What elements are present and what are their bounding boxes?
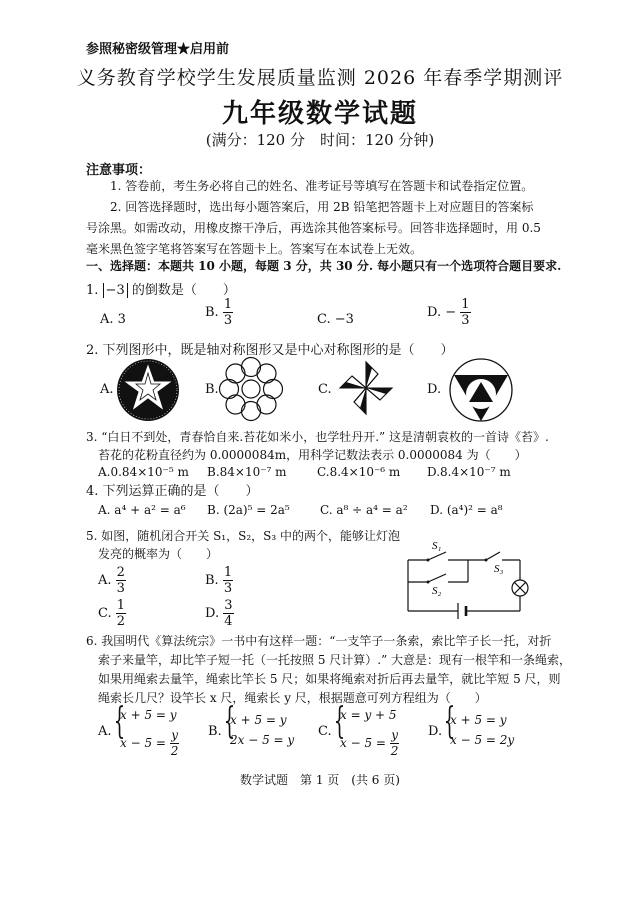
q5-option-b-num: 1 <box>223 565 233 580</box>
q1-option-b <box>205 297 233 328</box>
q6-option-c-eq2-num: y <box>391 728 398 742</box>
q2-figure-b-circles <box>218 356 284 422</box>
q5-switch-s1-label: S₁ <box>432 540 442 552</box>
q6-option-d-brace: { <box>443 701 456 742</box>
q2-option-a-label: A. <box>100 382 114 397</box>
q1-option-b-num: 1 <box>223 297 233 312</box>
q6-option-c-brace: { <box>333 701 346 742</box>
q5-stem-line1: 5. 如图，随机闭合开关 S₁，S₂，S₃ 中的两个，能够让灯泡 <box>86 529 400 543</box>
q6-option-a-brace: { <box>113 701 126 742</box>
notes-item-2-cont: 号涂黑。如需改动，用橡皮擦干净后，再选涂其他答案标号。回答非选择题时，用 0.5 <box>86 221 541 235</box>
q4-stem: 4. 下列运算正确的是（ ） <box>86 484 259 499</box>
q5-option-b <box>205 565 233 596</box>
q6-option-a-eq2-den: 2 <box>170 744 179 758</box>
q5-option-d-label: D. <box>205 606 220 621</box>
page-footer: 数学试题 第 1 页 (共 6 页) <box>240 773 400 787</box>
q5-circuit-diagram <box>398 538 538 628</box>
q4-option-b: B. (2a)⁵ = 2a⁵ <box>207 503 290 517</box>
q5-option-c <box>98 598 126 629</box>
q1-abs-value: −3 <box>103 283 128 298</box>
q6-stem-line3: 如果用绳索去量竿，绳索比竿长 5 尺；如果将绳索对折后再去量竿，就比竿短 5 尺，则 <box>98 672 561 686</box>
q5-option-c-den: 2 <box>116 614 126 629</box>
section-heading: 一、选择题：本题共 10 小题，每题 3 分，共 30 分. 每小题只有一个选项符合题目要求. <box>86 259 562 273</box>
q1-option-d-num: 1 <box>461 297 470 312</box>
q1-option-c: C. −3 <box>317 312 354 327</box>
q6-option-b-brace: { <box>223 701 236 742</box>
q6-option-a-eq2-left: x − 5 = <box>120 736 166 750</box>
q2-figure-c-pinwheel <box>336 358 396 418</box>
q5-option-c-label: C. <box>98 606 112 621</box>
q1-option-b-den: 3 <box>223 313 233 328</box>
q6-option-c-eq2 <box>340 728 399 759</box>
q5-stem-line2: 发亮的概率为（ ） <box>98 547 219 561</box>
q2-option-d-label: D. <box>427 382 442 397</box>
q6-stem-line1: 6. 我国明代《算法统宗》一书中有这样一题：“一支竿子一条索，索比竿子长一托，对折 <box>86 634 552 648</box>
q1-stem <box>86 279 236 298</box>
q1-option-d <box>427 297 471 328</box>
q5-option-d <box>205 598 234 629</box>
q6-option-a-label: A. <box>98 724 112 739</box>
q6-option-a-eq1: x + 5 = y <box>120 708 177 722</box>
notes-item-1: 1. 答卷前，考生务必将自己的姓名、准考证号等填写在答题卡和试卷指定位置。 <box>110 179 534 193</box>
q6-option-b-eq2: 2x − 5 = y <box>230 733 295 747</box>
q3-option-d: D.8.4×10⁻⁷ m <box>427 465 511 479</box>
q5-option-a <box>98 565 126 596</box>
q6-option-c-eq2-left: x − 5 = <box>340 736 386 750</box>
q2-figure-d-triangle-circle <box>448 357 514 423</box>
q5-option-a-label: A. <box>98 573 112 588</box>
q6-option-c-label: C. <box>318 724 332 739</box>
q5-option-b-label: B. <box>205 573 219 588</box>
q6-stem-line4: 绳索长几尺？设竿长 x 尺，绳索长 y 尺，根据题意可列方程组为（ ） <box>98 691 487 705</box>
q4-option-a: A. a⁴ + a² = a⁶ <box>98 503 186 517</box>
q6-option-d-eq1: x + 5 = y <box>450 713 507 727</box>
q5-option-d-num: 3 <box>224 598 233 613</box>
q1-stem-tail: 的倒数是（ ） <box>131 283 236 298</box>
q4-option-d: D. (a⁴)² = a⁸ <box>430 503 503 517</box>
q4-option-c: C. a⁸ ÷ a⁴ = a² <box>320 503 408 517</box>
notes-item-2-end: 毫米黑色签字笔将答案写在答题卡上。答案写在本试卷上无效。 <box>86 242 423 256</box>
q3-option-c: C.8.4×10⁻⁶ m <box>317 465 401 479</box>
q5-option-a-den: 3 <box>116 581 125 596</box>
exam-meta: (满分：120 分 时间：120 分钟) <box>205 131 435 149</box>
q1-option-d-label: D. − <box>427 305 457 320</box>
q2-figure-a-star-disk <box>115 357 181 423</box>
q3-option-b: B.84×10⁻⁷ m <box>207 465 287 479</box>
q6-option-c-eq2-den: 2 <box>390 744 399 758</box>
q5-option-c-num: 1 <box>116 598 126 613</box>
q6-option-a-eq2 <box>120 728 179 759</box>
q1-option-b-label: B. <box>205 305 219 320</box>
notes-item-2: 2. 回答选择题时，选出每小题答案后，用 2B 铅笔把答题卡上对应题目的答案标 <box>110 200 534 214</box>
q6-option-a-eq2-num: y <box>171 728 178 742</box>
exam-title: 九年级数学试题 <box>221 99 418 129</box>
q3-stem-line1: 3. “白日不到处，青春恰自来.苔花如米小，也学牡丹开.” 这是清朝袁枚的一首诗《苔》. <box>86 430 549 444</box>
q6-option-d-eq2: x − 5 = 2y <box>450 733 515 747</box>
exam-subtitle: 义务教育学校学生发展质量监测 2026 年春季学期测评 <box>76 67 564 89</box>
q2-option-c-label: C. <box>318 382 332 397</box>
q5-option-a-num: 2 <box>116 565 125 580</box>
q6-option-b-label: B. <box>208 724 222 739</box>
q5-option-d-den: 4 <box>224 614 233 629</box>
q1-option-d-den: 3 <box>461 313 470 328</box>
q2-option-b-label: B. <box>205 382 219 397</box>
notes-heading: 注意事项： <box>86 163 152 178</box>
q6-option-c-eq1: x = y + 5 <box>340 708 397 722</box>
q3-stem-line2: 苔花的花粉直径约为 0.0000084m，用科学记数法表示 0.0000084 为（ ） <box>98 448 527 462</box>
q5-switch-s2-label: S₂ <box>432 585 442 597</box>
q6-option-d-label: D. <box>428 724 443 739</box>
q1-option-a: A. 3 <box>100 312 126 327</box>
q5-switch-s3-label: S₃ <box>494 563 504 575</box>
q6-stem-line2: 索子来量竿，却比竿子短一托（一托按照 5 尺计算）.” 大意是：现有一根竿和一条绳索， <box>98 653 572 667</box>
q3-option-a: A.0.84×10⁻⁵ m <box>98 465 189 479</box>
q1-number: 1. <box>86 283 99 298</box>
q5-option-b-den: 3 <box>223 581 233 596</box>
q2-stem: 2. 下列图形中，既是轴对称图形又是中心对称图形的是（ ） <box>86 343 454 358</box>
q6-option-b-eq1: x + 5 = y <box>230 713 287 727</box>
secret-label: 参照秘密级管理★启用前 <box>86 42 230 57</box>
